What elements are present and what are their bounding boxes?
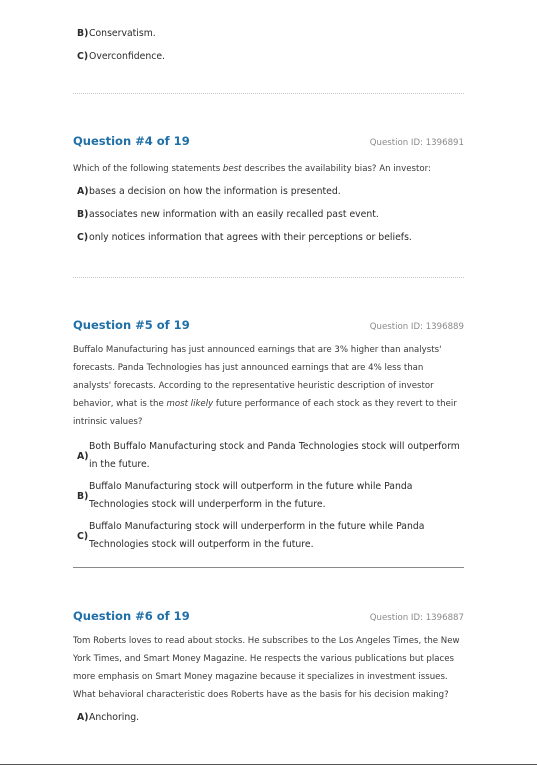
answer-option-c[interactable]: [77, 50, 464, 63]
question-stem: [73, 160, 464, 178]
option-letter: B): [77, 28, 89, 39]
option-text: only notices information that agrees with their perceptions or beliefs.: [89, 232, 412, 243]
stem-text: Which of the following statements: [73, 164, 223, 174]
prev-question-options: [73, 27, 464, 63]
question-divider: [73, 567, 464, 568]
question-id: Question ID: 1396889: [369, 322, 464, 332]
option-letter: B): [77, 490, 89, 502]
option-text: associates new information with an easily recalled past event.: [89, 209, 379, 220]
question-5: [73, 318, 464, 554]
question-stem: Tom Roberts loves to read about stocks. He subscribes to the Los Angeles Times, the New York Times, and Smart Money Magazine. He respects the various publications but places more emphasis on Smart Money magazine because it specializes in investment issues. What behavioral characteristic does Roberts have as the basis for his decision making?: [73, 636, 460, 700]
question-id: Question ID: 1396887: [369, 613, 464, 623]
question-title: Question #5 of 19: [73, 318, 190, 332]
option-text: Buffalo Manufacturing stock will underperform in the future while Panda Technologies stock will outperform in the future.: [89, 521, 425, 550]
answer-option-b[interactable]: [77, 478, 464, 514]
option-text: Conservatism.: [89, 28, 156, 39]
option-text: Overconfidence.: [89, 51, 166, 62]
stem-text: future performance of each stock as they revert to their intrinsic values?: [73, 399, 457, 427]
stem-emphasis: most likely: [166, 399, 214, 409]
option-letter: C): [77, 51, 89, 62]
question-stem: [73, 341, 464, 431]
question-6: [73, 609, 464, 724]
stem-emphasis: best: [222, 164, 242, 174]
question-4: [73, 134, 464, 244]
option-letter: A): [77, 186, 89, 197]
question-header: [73, 134, 464, 148]
option-letter: C): [77, 232, 89, 243]
option-text: Buffalo Manufacturing stock will outperform in the future while Panda Technologies stock will underperform in the future.: [89, 481, 413, 510]
answer-options: [73, 711, 464, 724]
question-divider: [73, 277, 464, 278]
answer-option-c[interactable]: [77, 231, 464, 244]
question-title: Question #4 of 19: [73, 134, 190, 148]
option-text: bases a decision on how the information is presented.: [89, 186, 341, 197]
option-letter: A): [77, 712, 89, 723]
option-letter: C): [77, 530, 89, 542]
stem-text: Buffalo Manufacturing has just announced earnings that are 3% higher than analysts' forecasts. Panda Technologies has just announced earnings that are 4% less than analysts' forecasts. According to the representative heuristic description of investor behavior, what is the: [73, 345, 442, 409]
option-text: Both Buffalo Manufacturing stock and Panda Technologies stock will outperform in the future.: [89, 441, 460, 470]
stem-text: describes the availability bias? An investor:: [241, 164, 431, 174]
option-letter: A): [77, 450, 89, 462]
answer-option-a[interactable]: [77, 185, 464, 198]
answer-option-b[interactable]: [77, 208, 464, 221]
question-divider: [73, 93, 464, 94]
question-header: [73, 318, 464, 332]
question-title: Question #6 of 19: [73, 609, 190, 623]
answer-option-c[interactable]: [77, 518, 464, 554]
answer-option-a[interactable]: [77, 711, 464, 724]
option-text: Anchoring.: [89, 712, 140, 723]
answer-option-b[interactable]: [77, 27, 464, 40]
question-id: Question ID: 1396891: [369, 138, 464, 148]
answer-options: [73, 185, 464, 244]
question-header: [73, 609, 464, 623]
option-letter: B): [77, 209, 89, 220]
answer-option-a[interactable]: [77, 438, 464, 474]
answer-options: [73, 438, 464, 554]
